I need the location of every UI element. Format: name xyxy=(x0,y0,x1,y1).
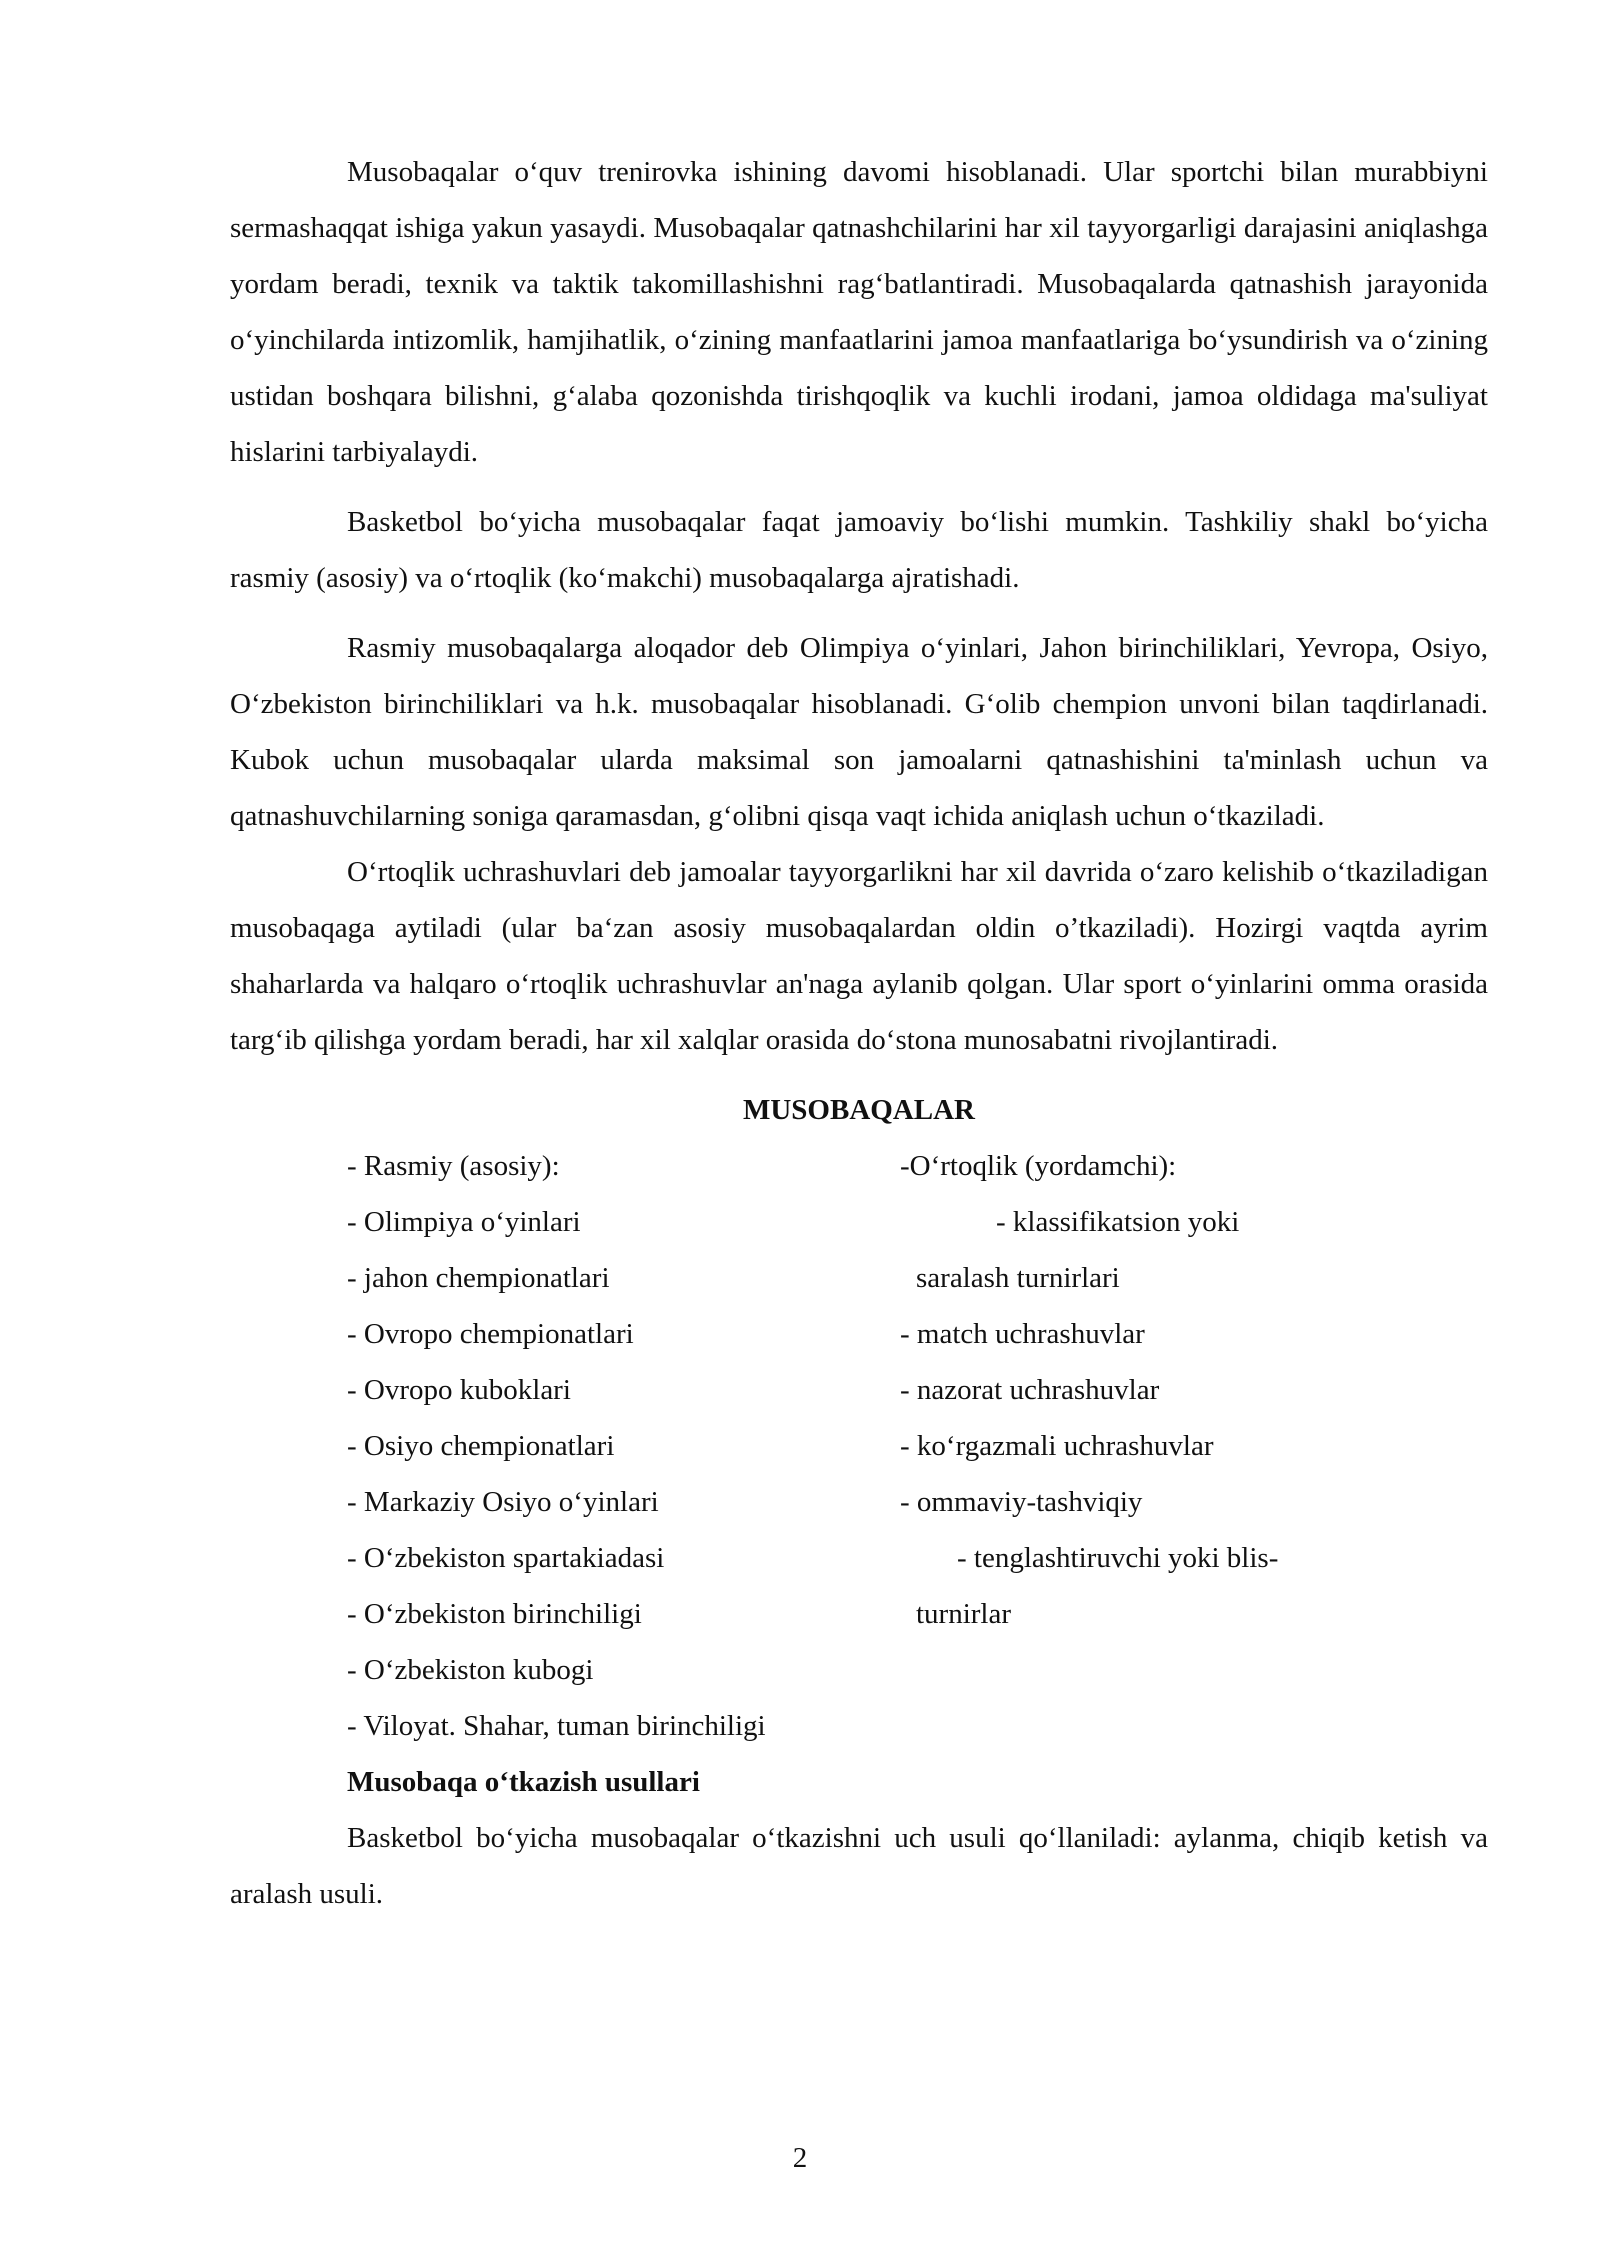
list-item: - O‘zbekiston birinchiligi xyxy=(347,1598,642,1630)
competitions-columns xyxy=(230,1138,1488,1754)
paragraph-official-competitions: Rasmiy musobaqalarga aloqador deb Olimpiya o‘yinlari, Jahon birinchiliklari, Yevropa, Osiyo, O‘zbekiston birinchiliklari va h.k. musobaqalar hisoblanadi. G‘olib chempion unvoni bilan taqdirlanadi. Kubok uchun musobaqalar ularda maksimal son jamoalarni qatnashishini ta'minlash uchun va qatnashuvchilarning soniga qaramasdan, g‘olibni qisqa vaqt ichida aniqlash uchun o‘tkaziladi. xyxy=(230,632,1488,832)
list-item: - Olimpiya o‘yinlari xyxy=(347,1206,581,1238)
list-item: - Rasmiy (asosiy): xyxy=(347,1150,560,1182)
list-item: - O‘zbekiston spartakiadasi xyxy=(347,1542,665,1574)
competitions-heading: MUSOBAQALAR xyxy=(742,1094,975,1126)
list-item: - nazorat uchrashuvlar xyxy=(900,1374,1160,1406)
section-subheading: Musobaqa o‘tkazish usullari xyxy=(347,1766,700,1798)
list-item: - Osiyo chempionatlari xyxy=(347,1430,615,1462)
list-item: - Viloyat. Shahar, tuman birinchiligi xyxy=(347,1710,766,1742)
document-body xyxy=(230,144,1488,1922)
list-item: - ommaviy-tashviqiy xyxy=(900,1486,1143,1518)
list-item: saralash turnirlari xyxy=(916,1262,1120,1294)
list-item: - match uchrashuvlar xyxy=(900,1318,1145,1350)
paragraph-methods: Basketbol bo‘yicha musobaqalar o‘tkazishni uch usuli qo‘llaniladi: aylanma, chiqib ketish va aralash usuli. xyxy=(230,1822,1488,1910)
paragraph-friendly-matches: O‘rtoqlik uchrashuvlari deb jamoalar tayyorgarlikni har xil davrida o‘zaro kelishib o‘tkaziladigan musobaqaga aytiladi (ular ba‘zan asosiy musobaqalardan oldin o’tkaziladi). Hozirgi vaqtda ayrim shaharlarda va halqaro o‘rtoqlik uchrashuvlar an'naga aylanib qolgan. Ular sport o‘yinlarini omma orasida targ‘ib qilishga yordam beradi, har xil xalqlar orasida do‘stona munosabatni rivojlantiradi. xyxy=(230,856,1488,1056)
official-competitions-list xyxy=(230,1138,900,1754)
page-number: 2 xyxy=(792,2142,808,2174)
list-item: - Markaziy Osiyo o‘yinlari xyxy=(347,1486,659,1518)
paragraph-team-competitions: Basketbol bo‘yicha musobaqalar faqat jamoaviy bo‘lishi mumkin. Tashkiliy shakl bo‘yicha rasmiy (asosiy) va o‘rtoqlik (ko‘makchi) musobaqalarga ajratishadi. xyxy=(230,506,1488,594)
friendly-competitions-list xyxy=(900,1138,1488,1754)
list-item: turnirlar xyxy=(916,1598,1012,1630)
list-item: -O‘rtoqlik (yordamchi): xyxy=(900,1150,1177,1182)
paragraph-intro: Musobaqalar o‘quv trenirovka ishining davomi hisoblanadi. Ular sportchi bilan murabbiyni sermashaqqat ishiga yakun yasaydi. Musobaqalar qatnashchilarini har xil tayyorgarligi darajasini aniqlashga yordam beradi, texnik va taktik takomillashishni rag‘batlantiradi. Musobaqalarda qatnashish jarayonida o‘yinchilarda intizomlik, hamjihatlik, o‘zining manfaatlarini jamoa manfaatlariga bo‘ysundirish va o‘zining ustidan boshqara bilishni, g‘alaba qozonishda tirishqoqlik va kuchli irodani, jamoa oldidaga ma'suliyat hislarini tarbiyalaydi. xyxy=(230,156,1488,468)
list-item: - jahon chempionatlari xyxy=(347,1262,610,1294)
list-item: - Ovropo chempionatlari xyxy=(347,1318,634,1350)
list-item: - Ovropo kuboklari xyxy=(347,1374,571,1406)
list-item: - tenglashtiruvchi yoki blis- xyxy=(957,1542,1279,1574)
list-item: - ko‘rgazmali uchrashuvlar xyxy=(900,1430,1214,1462)
list-item: - klassifikatsion yoki xyxy=(996,1206,1240,1238)
list-item: - O‘zbekiston kubogi xyxy=(347,1654,594,1686)
